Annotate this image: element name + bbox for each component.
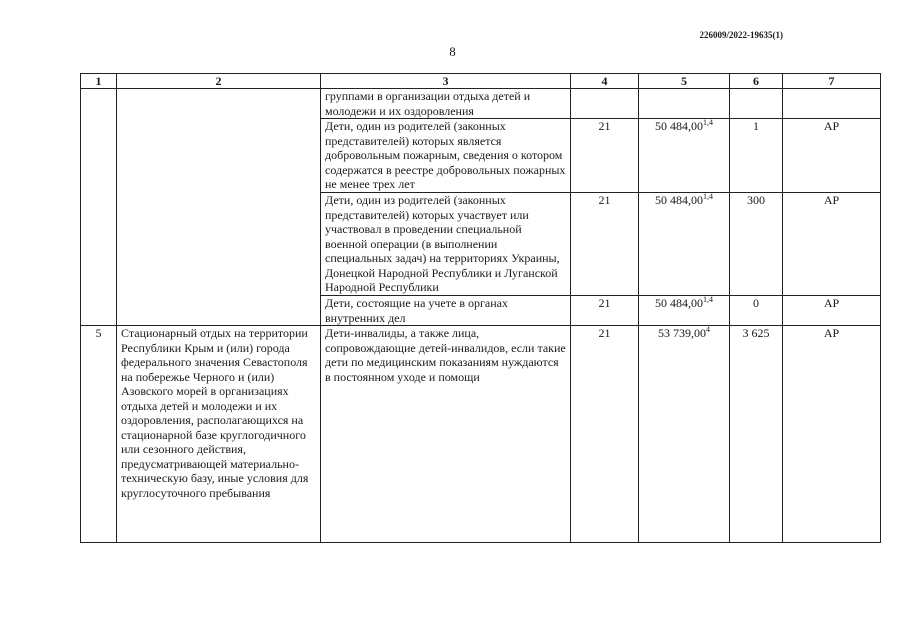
column-header: 1 bbox=[81, 74, 117, 89]
source-cell: АР bbox=[783, 193, 881, 296]
count-cell: 3 625 bbox=[730, 326, 783, 543]
page-number: 8 bbox=[449, 44, 456, 59]
count-cell: 0 bbox=[730, 296, 783, 326]
price-cell bbox=[639, 119, 730, 193]
age-cell: 21 bbox=[571, 193, 639, 296]
price-footnote: 1,4 bbox=[703, 118, 713, 127]
row-number-cell bbox=[81, 89, 117, 326]
source-cell: АР bbox=[783, 119, 881, 193]
count-cell: 1 bbox=[730, 119, 783, 193]
age-cell: 21 bbox=[571, 119, 639, 193]
price-value: 50 484,00 bbox=[655, 193, 703, 207]
price-value: 50 484,00 bbox=[655, 119, 703, 133]
price-footnote: 4 bbox=[706, 325, 710, 334]
table-row bbox=[81, 89, 881, 119]
column-header: 7 bbox=[783, 74, 881, 89]
description-cell: Стационарный отдых на территории Республики Крым и (или) города федерального значения Севастополя на побережье Черного и (или) Азовского морей в организациях отдыха детей и молодежи и их оздоровления, располагающихся на стационарной базе круглогодичного или сезонного действия, предусматривающей материально-техническую базу, иные условия для круглосуточного пребывания bbox=[117, 326, 321, 543]
price-value: 50 484,00 bbox=[655, 296, 703, 310]
source-cell: АР bbox=[783, 326, 881, 543]
source-cell: АР bbox=[783, 296, 881, 326]
document-id: 226009/2022-19635(1) bbox=[699, 30, 783, 40]
price-footnote: 1,4 bbox=[703, 295, 713, 304]
source-cell bbox=[783, 89, 881, 119]
category-cell: группами в организации отдыха детей и молодежи и их оздоровления bbox=[321, 89, 571, 119]
category-cell: Дети-инвалиды, а также лица, сопровождающие детей-инвалидов, если такие дети по медицинским показаниям нуждаются в постоянном уходе и помощи bbox=[321, 326, 571, 543]
price-value: 53 739,00 bbox=[658, 326, 706, 340]
age-cell: 21 bbox=[571, 326, 639, 543]
column-header: 4 bbox=[571, 74, 639, 89]
price-cell bbox=[639, 193, 730, 296]
price-cell bbox=[639, 326, 730, 543]
category-cell: Дети, один из родителей (законных представителей) которых участвует или участвовал в проведении специальной военной операции (в выполнении специальных задач) на территориях Украины, Донецкой Народной Республики и Луганской Народной Республики bbox=[321, 193, 571, 296]
data-table bbox=[80, 73, 881, 543]
column-header: 6 bbox=[730, 74, 783, 89]
price-cell bbox=[639, 89, 730, 119]
age-cell bbox=[571, 89, 639, 119]
price-cell bbox=[639, 296, 730, 326]
column-header: 5 bbox=[639, 74, 730, 89]
category-cell: Дети, состоящие на учете в органах внутренних дел bbox=[321, 296, 571, 326]
table-header-row bbox=[81, 74, 881, 89]
description-cell bbox=[117, 89, 321, 326]
category-cell: Дети, один из родителей (законных представителей) которых является добровольным пожарным, сведения о котором содержатся в реестре добровольных пожарных не менее трех лет bbox=[321, 119, 571, 193]
column-header: 3 bbox=[321, 74, 571, 89]
count-cell bbox=[730, 89, 783, 119]
age-cell: 21 bbox=[571, 296, 639, 326]
column-header: 2 bbox=[117, 74, 321, 89]
row-number-cell: 5 bbox=[81, 326, 117, 543]
table-row bbox=[81, 326, 881, 543]
count-cell: 300 bbox=[730, 193, 783, 296]
price-footnote: 1,4 bbox=[703, 192, 713, 201]
